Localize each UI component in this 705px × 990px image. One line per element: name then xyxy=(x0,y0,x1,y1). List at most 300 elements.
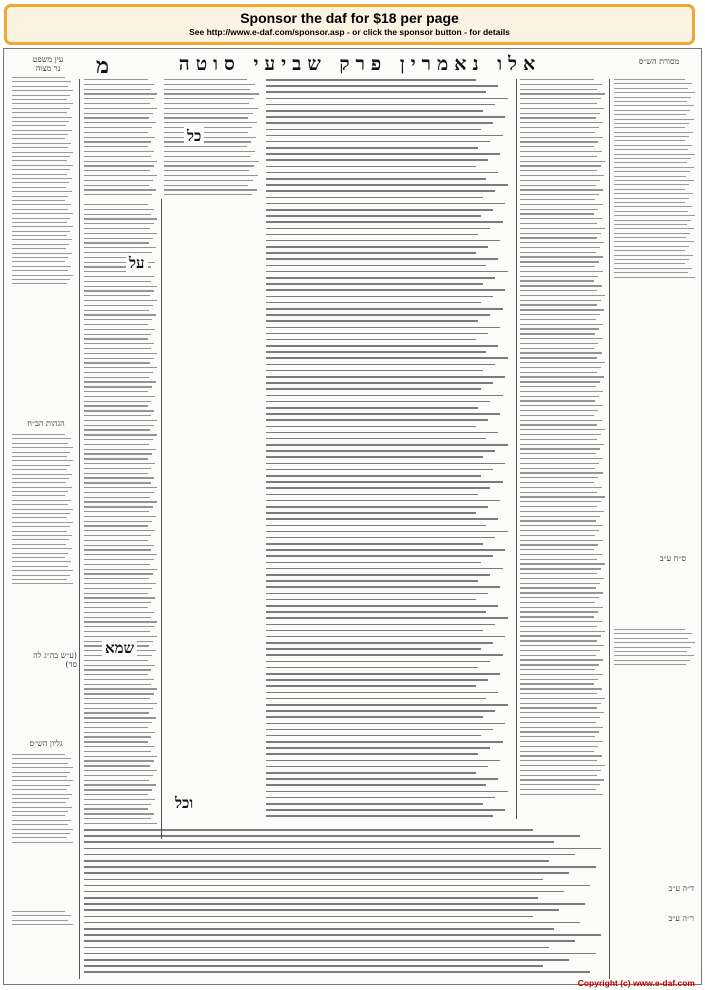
text-line xyxy=(520,640,597,641)
text-line xyxy=(266,98,508,100)
text-line xyxy=(520,650,600,651)
text-line xyxy=(84,751,151,752)
text-line xyxy=(12,553,68,554)
text-line xyxy=(520,506,597,507)
text-line xyxy=(266,308,503,310)
text-line xyxy=(12,513,70,514)
text-line xyxy=(12,583,73,584)
text-line xyxy=(266,277,495,279)
margin-ref-right-2: ד״ה ע״ב xyxy=(668,884,694,893)
text-line xyxy=(84,866,596,868)
text-line xyxy=(520,751,594,752)
text-line xyxy=(266,735,481,737)
text-line xyxy=(266,586,500,588)
text-line xyxy=(520,635,601,636)
text-line xyxy=(164,151,255,152)
text-line xyxy=(12,213,73,214)
text-line xyxy=(12,174,67,175)
text-line xyxy=(520,549,594,550)
text-line xyxy=(520,300,601,301)
text-line xyxy=(84,665,155,666)
text-line xyxy=(614,149,688,150)
text-line xyxy=(12,90,73,91)
text-line xyxy=(520,372,597,373)
text-line xyxy=(84,891,564,893)
text-line xyxy=(164,146,247,147)
text-line xyxy=(266,240,500,242)
text-line xyxy=(266,593,488,595)
text-line xyxy=(12,143,71,144)
text-line xyxy=(266,190,495,192)
text-line xyxy=(266,716,483,718)
text-line xyxy=(266,395,503,397)
text-line xyxy=(266,766,488,768)
text-line xyxy=(266,512,476,514)
text-line xyxy=(520,237,597,238)
text-line xyxy=(266,407,478,409)
text-line xyxy=(520,79,594,80)
text-line xyxy=(520,98,601,99)
text-line xyxy=(614,272,688,273)
text-line xyxy=(12,147,68,148)
text-line xyxy=(266,698,486,700)
text-line xyxy=(84,439,153,440)
text-line xyxy=(614,184,689,185)
text-line xyxy=(266,747,490,749)
text-line xyxy=(266,382,493,384)
text-line xyxy=(520,161,605,162)
text-line xyxy=(84,84,154,85)
text-line xyxy=(84,281,151,282)
text-line xyxy=(520,664,599,665)
text-line xyxy=(164,137,256,138)
text-line xyxy=(266,673,500,675)
text-line xyxy=(520,204,603,205)
text-line xyxy=(84,218,157,219)
text-line xyxy=(266,234,478,236)
text-line xyxy=(520,741,603,742)
text-line xyxy=(520,453,596,454)
text-line xyxy=(266,333,488,335)
ein-mishpat-column xyxy=(12,77,74,287)
text-line xyxy=(164,103,249,104)
text-line xyxy=(12,95,70,96)
text-line xyxy=(520,165,601,166)
column-rule-inner-left xyxy=(161,199,162,839)
text-line xyxy=(520,530,599,531)
text-line xyxy=(84,799,155,800)
text-line xyxy=(266,760,500,762)
text-line xyxy=(520,400,595,401)
text-line xyxy=(84,765,150,766)
text-line xyxy=(84,444,149,445)
text-line xyxy=(84,947,549,949)
text-line xyxy=(266,654,503,656)
text-line xyxy=(84,848,601,850)
text-line xyxy=(12,500,71,501)
text-line xyxy=(84,965,543,967)
text-line xyxy=(520,271,603,272)
text-line xyxy=(164,132,248,133)
text-line xyxy=(520,770,601,771)
text-line xyxy=(266,562,481,564)
sponsor-subtitle: See http://www.e-daf.com/sponsor.asp - or click the sponsor button - for details xyxy=(189,27,510,37)
text-line xyxy=(520,674,603,675)
text-line xyxy=(266,91,486,93)
text-line xyxy=(266,79,476,81)
text-line xyxy=(266,723,505,725)
text-line xyxy=(12,283,67,284)
text-line xyxy=(84,151,154,152)
text-line xyxy=(164,122,257,123)
text-line xyxy=(520,252,596,253)
text-line xyxy=(12,134,68,135)
text-line xyxy=(614,92,695,93)
text-line xyxy=(520,343,598,344)
text-line xyxy=(164,84,255,85)
text-line xyxy=(520,304,597,305)
text-line xyxy=(614,233,690,234)
text-line xyxy=(266,667,478,669)
text-line xyxy=(266,104,495,106)
text-line xyxy=(614,79,685,80)
text-line xyxy=(520,492,597,493)
text-line xyxy=(84,477,154,478)
text-line xyxy=(84,841,554,843)
text-line xyxy=(12,226,73,227)
text-line xyxy=(614,88,688,89)
text-line xyxy=(84,545,154,546)
text-line xyxy=(520,396,599,397)
text-line xyxy=(520,755,602,756)
text-line xyxy=(266,450,495,452)
text-line xyxy=(84,789,152,790)
text-line xyxy=(84,233,157,234)
text-line xyxy=(84,525,148,526)
text-line xyxy=(12,178,72,179)
text-line xyxy=(84,959,569,961)
text-line xyxy=(520,194,599,195)
text-line xyxy=(12,824,68,825)
text-line xyxy=(520,587,596,588)
text-line xyxy=(614,140,685,141)
text-line xyxy=(84,722,152,723)
text-line xyxy=(164,108,258,109)
text-line xyxy=(520,84,602,85)
text-line xyxy=(614,193,693,194)
text-line xyxy=(12,544,66,545)
text-line xyxy=(12,182,69,183)
text-line xyxy=(84,434,157,435)
text-line xyxy=(12,548,72,549)
text-line xyxy=(84,415,151,416)
text-line xyxy=(520,348,594,349)
text-line xyxy=(164,165,254,166)
text-line xyxy=(84,564,150,565)
text-line xyxy=(12,465,70,466)
text-line xyxy=(164,161,259,162)
column-rule-inner-right xyxy=(516,79,517,819)
text-line xyxy=(266,784,486,786)
text-line xyxy=(84,324,148,325)
text-line xyxy=(520,659,603,660)
text-line xyxy=(12,794,72,795)
text-line xyxy=(520,496,605,497)
text-line xyxy=(12,138,65,139)
text-line xyxy=(12,235,67,236)
text-line xyxy=(520,487,602,488)
text-line xyxy=(266,320,478,322)
text-line xyxy=(520,544,598,545)
text-line xyxy=(520,712,604,713)
text-line xyxy=(12,763,68,764)
page-header-title: אלו נאמרין פרק שביעי סוטה xyxy=(178,53,542,75)
text-line xyxy=(84,122,156,123)
text-line xyxy=(84,209,154,210)
text-line xyxy=(84,903,585,905)
text-line xyxy=(520,420,602,421)
text-line xyxy=(266,438,486,440)
text-line xyxy=(84,453,152,454)
text-line xyxy=(520,717,600,718)
text-line xyxy=(12,798,69,799)
text-line xyxy=(12,915,71,916)
text-line xyxy=(84,492,154,493)
text-line xyxy=(614,123,689,124)
tosafot-shema-word: שמא xyxy=(102,639,137,658)
text-line xyxy=(84,808,148,809)
text-line xyxy=(84,736,151,737)
sponsor-banner[interactable] xyxy=(4,4,695,45)
text-line xyxy=(614,246,689,247)
text-line xyxy=(614,211,688,212)
text-line xyxy=(520,376,604,377)
text-line xyxy=(520,352,602,353)
text-line xyxy=(84,860,549,862)
gemara-text-column xyxy=(266,79,510,819)
text-line xyxy=(520,736,595,737)
text-line xyxy=(84,497,150,498)
masoret-hashas-column xyxy=(614,79,696,279)
text-line xyxy=(84,829,533,831)
text-line xyxy=(614,110,690,111)
margin-ref-left: (ע״ש בה״ג לה סד) xyxy=(33,651,77,669)
text-line xyxy=(520,568,601,569)
text-line xyxy=(520,156,597,157)
text-line xyxy=(84,468,151,469)
text-line xyxy=(614,255,693,256)
text-line xyxy=(84,286,157,287)
text-line xyxy=(614,176,686,177)
text-line xyxy=(84,516,156,517)
text-line xyxy=(12,279,70,280)
text-line xyxy=(266,741,503,743)
text-line xyxy=(164,113,253,114)
text-line xyxy=(84,818,151,819)
text-line xyxy=(84,242,149,243)
text-line xyxy=(12,121,69,122)
text-line xyxy=(84,612,154,613)
text-line xyxy=(84,732,155,733)
text-line xyxy=(84,823,157,824)
text-line xyxy=(614,228,694,229)
text-line xyxy=(84,425,154,426)
tosafot-top-narrow xyxy=(84,79,158,199)
text-line xyxy=(614,162,687,163)
text-line xyxy=(84,879,543,881)
text-line xyxy=(84,784,156,785)
text-line xyxy=(614,145,692,146)
text-line xyxy=(12,81,71,82)
text-line xyxy=(520,314,600,315)
text-line xyxy=(84,708,153,709)
text-line xyxy=(84,98,154,99)
text-line xyxy=(266,246,488,248)
text-line xyxy=(520,520,596,521)
text-line xyxy=(520,357,597,358)
text-line xyxy=(614,202,685,203)
text-line xyxy=(266,518,498,520)
text-line xyxy=(84,780,149,781)
text-line xyxy=(266,85,498,87)
text-line xyxy=(520,233,601,234)
text-line xyxy=(12,152,73,153)
text-line xyxy=(84,386,152,387)
text-line xyxy=(84,971,590,973)
text-line xyxy=(266,469,493,471)
text-line xyxy=(84,381,156,382)
text-line xyxy=(520,511,604,512)
text-line xyxy=(266,265,486,267)
text-line xyxy=(266,364,495,366)
text-line xyxy=(12,531,67,532)
text-line xyxy=(520,535,595,536)
text-line xyxy=(84,794,148,795)
text-line xyxy=(84,698,150,699)
text-line xyxy=(84,631,150,632)
text-line xyxy=(84,214,151,215)
text-line xyxy=(266,531,508,533)
text-line xyxy=(520,218,602,219)
text-line xyxy=(520,199,595,200)
text-line xyxy=(12,275,73,276)
text-line xyxy=(520,669,595,670)
text-line xyxy=(84,305,153,306)
text-line xyxy=(12,257,68,258)
text-line xyxy=(266,129,481,131)
text-line xyxy=(520,731,599,732)
text-line xyxy=(520,592,603,593)
text-line xyxy=(614,189,685,190)
text-line xyxy=(520,573,597,574)
text-line xyxy=(614,642,695,643)
text-line xyxy=(12,561,71,562)
text-line xyxy=(84,583,156,584)
text-line xyxy=(12,125,66,126)
text-line xyxy=(84,396,155,397)
text-line xyxy=(266,580,478,582)
text-line xyxy=(520,597,599,598)
text-line xyxy=(12,443,68,444)
hagahot-habach-column xyxy=(12,434,74,584)
text-line xyxy=(12,579,67,580)
text-line xyxy=(12,200,65,201)
text-line xyxy=(266,809,505,811)
text-line xyxy=(520,789,596,790)
text-line xyxy=(614,215,695,216)
text-line xyxy=(12,244,69,245)
text-line xyxy=(12,261,65,262)
text-line xyxy=(84,165,154,166)
text-line xyxy=(266,475,481,477)
text-line xyxy=(84,372,153,373)
text-line xyxy=(84,180,153,181)
text-line xyxy=(12,829,73,830)
rashi-column xyxy=(520,79,606,819)
text-line xyxy=(520,338,603,339)
tosafot-dibbur-word: על xyxy=(126,254,148,273)
text-line xyxy=(12,482,66,483)
text-line xyxy=(520,256,603,257)
text-line xyxy=(266,302,481,304)
text-line xyxy=(84,362,150,363)
text-line xyxy=(520,189,603,190)
text-line xyxy=(266,463,505,465)
text-line xyxy=(84,626,154,627)
text-line xyxy=(520,472,603,473)
text-line xyxy=(520,415,594,416)
text-line xyxy=(84,770,157,771)
text-line xyxy=(266,388,481,390)
text-line xyxy=(614,237,686,238)
text-line xyxy=(12,253,72,254)
text-line xyxy=(84,940,575,942)
text-line xyxy=(266,351,486,353)
text-line xyxy=(266,159,488,161)
text-line xyxy=(520,242,604,243)
text-line xyxy=(12,218,70,219)
text-line xyxy=(520,525,603,526)
text-line xyxy=(266,135,503,137)
text-line xyxy=(266,500,500,502)
text-line xyxy=(164,170,249,171)
text-line xyxy=(520,583,600,584)
text-line xyxy=(84,463,155,464)
text-line xyxy=(12,469,67,470)
text-line xyxy=(84,674,148,675)
text-line xyxy=(520,127,599,128)
text-line xyxy=(164,156,250,157)
text-line xyxy=(84,559,154,560)
copyright-link[interactable]: Copyright (c) www.e-daf.com xyxy=(577,978,695,988)
text-line xyxy=(84,679,154,680)
text-line xyxy=(520,429,605,430)
text-line xyxy=(520,554,602,555)
text-line xyxy=(12,526,70,527)
text-line xyxy=(266,215,481,217)
text-line xyxy=(84,588,152,589)
text-line xyxy=(266,141,490,143)
text-line xyxy=(84,885,590,887)
text-line xyxy=(164,79,247,80)
text-line xyxy=(520,89,597,90)
page-number-letter: מ xyxy=(96,53,110,79)
text-line xyxy=(266,679,488,681)
text-line xyxy=(520,324,603,325)
text-line xyxy=(520,367,601,368)
text-line xyxy=(164,175,258,176)
text-line xyxy=(84,391,148,392)
